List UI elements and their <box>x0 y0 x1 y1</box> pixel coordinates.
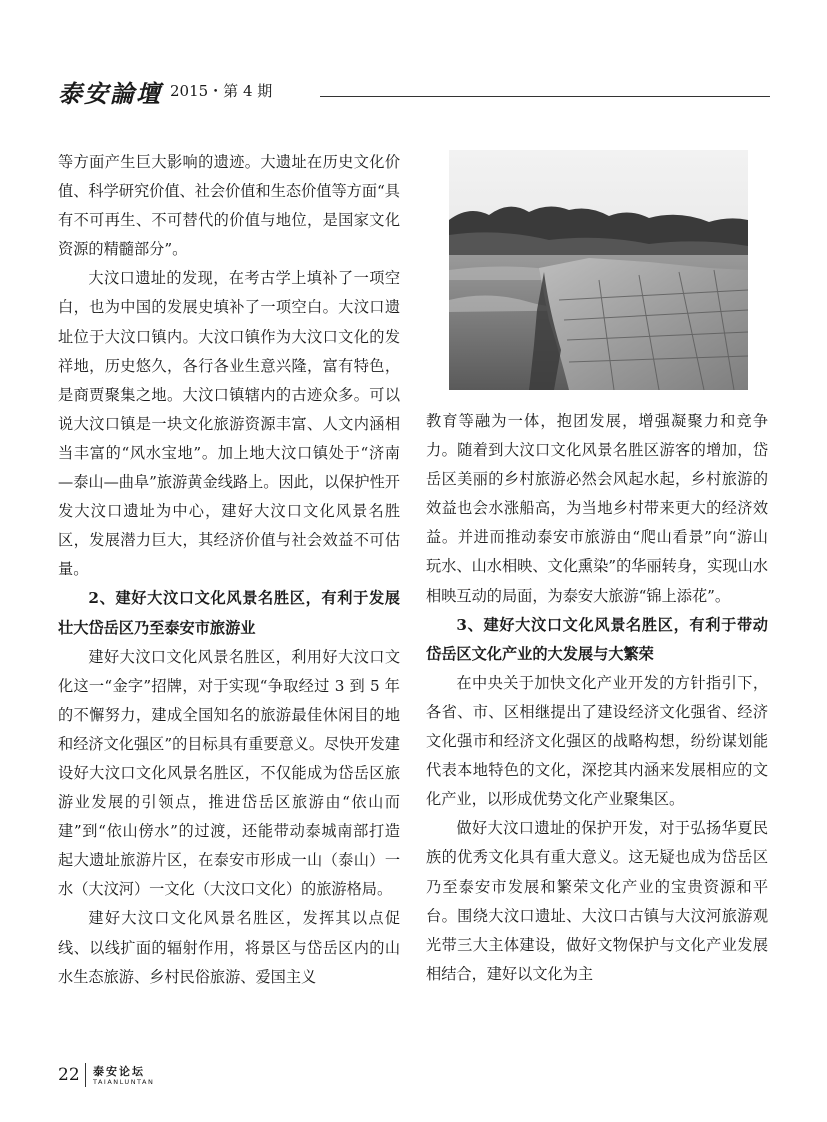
paragraph: 大汶口遗址的发现，在考古学上填补了一项空白，也为中国的发展史填补了一项空白。大汶口遗址位于大汶口镇内。大汶口镇作为大汶口文化的发祥地，历史悠久，各行各业生意兴隆，富有特色，是商贾聚集之地。大汶口镇辖内的古迹众多。可以说大汶口镇是一块文化旅游资源丰富、人文内涵相当丰富的“风水宝地”。加上地大汶口镇处于“济南—泰山—曲阜”旅游黄金线路上。因此，以保护性开发大汶口遗址为中心，建好大汶口文化风景名胜区，发展潜力巨大，其经济价值与社会效益不可估量。 <box>58 269 400 579</box>
paragraph: 做好大汶口遗址的保护开发，对于弘扬华夏民族的优秀文化具有重大意义。这无疑也成为岱岳区乃至泰安市发展和繁荣文化产业的宝贵资源和平台。围绕大汶口遗址、大汶口古镇与大汶河旅游观光带三大主体建设，做好文物保护与文化产业发展相结合，建好以文化为主 <box>426 819 768 983</box>
journal-logo: 泰安論壇 <box>58 79 162 108</box>
header-rule <box>320 96 770 97</box>
stone-bridge-image <box>449 150 748 390</box>
footer-separator <box>85 1063 86 1087</box>
paragraph: 在中央关于加快文化产业开发的方针指引下，各省、市、区相继提出了建设经济文化强省、经济文化强市和经济文化强区的战略构想，纷纷谋划能代表本地特色的文化，深挖其内涵来发展相应的文化产业，以形成优势文化产业聚集区。 <box>426 673 768 809</box>
paragraph: 教育等融为一体，抱团发展，增强凝聚力和竞争力。随着到大汶口文化风景名胜区游客的增加，岱岳区美丽的乡村旅游必然会风起水起，乡村旅游的效益也会水涨船高，为当地乡村带来更大的经济效益。并进而推动泰安市旅游由“爬山看景”向“游山玩水、山水相映、文化熏染”的华丽转身，实现山水相映互动的局面，为泰安大旅游“锦上添花”。 <box>426 412 768 605</box>
bridge-photo <box>449 150 748 390</box>
footer-journal-pinyin: TAIANLUNTAN <box>93 1078 155 1086</box>
page-footer <box>58 1063 258 1093</box>
paragraph: 等方面产生巨大影响的遗迹。大遗址在历史文化价值、科学研究价值、社会价值和生态价值等方面“具有不可再生、不可替代的价值与地位，是国家文化资源的精髓部分”。 <box>58 153 400 259</box>
issue-label: 2015・第 4 期 <box>170 82 273 100</box>
page-number: 22 <box>58 1065 80 1085</box>
section-heading: 3、建好大汶口文化风景名胜区，有利于带动岱岳区文化产业的大发展与大繁荣 <box>426 615 768 663</box>
section-heading: 2、建好大汶口文化风景名胜区，有利于发展壮大岱岳区乃至泰安市旅游业 <box>58 589 400 637</box>
left-column <box>58 148 400 992</box>
paragraph: 建好大汶口文化风景名胜区，利用好大汶口文化这一“金字”招牌，对于实现“争取经过 3 到 5 年的不懈努力，建成全国知名的旅游最佳休闲目的地和经济文化强区”的目标具有重要意义。尽快开发建设好大汶口文化风景名胜区，不仅能成为岱岳区旅游业发展的引领点，推进岱岳区旅游由“依山而建”到“依山傍水”的过渡，还能带动泰城南部打造起大遗址旅游片区，在泰安市形成一山（泰山）一水（大汶河）一文化（大汶口文化）的旅游格局。 <box>58 647 400 899</box>
page-header <box>58 76 770 108</box>
right-column <box>426 407 768 989</box>
paragraph: 建好大汶口文化风景名胜区，发挥其以点促线、以线扩面的辐射作用，将景区与岱岳区内的山水生态旅游、乡村民俗旅游、爱国主义 <box>58 909 400 986</box>
footer-journal-name: 泰安论坛 <box>93 1065 145 1078</box>
